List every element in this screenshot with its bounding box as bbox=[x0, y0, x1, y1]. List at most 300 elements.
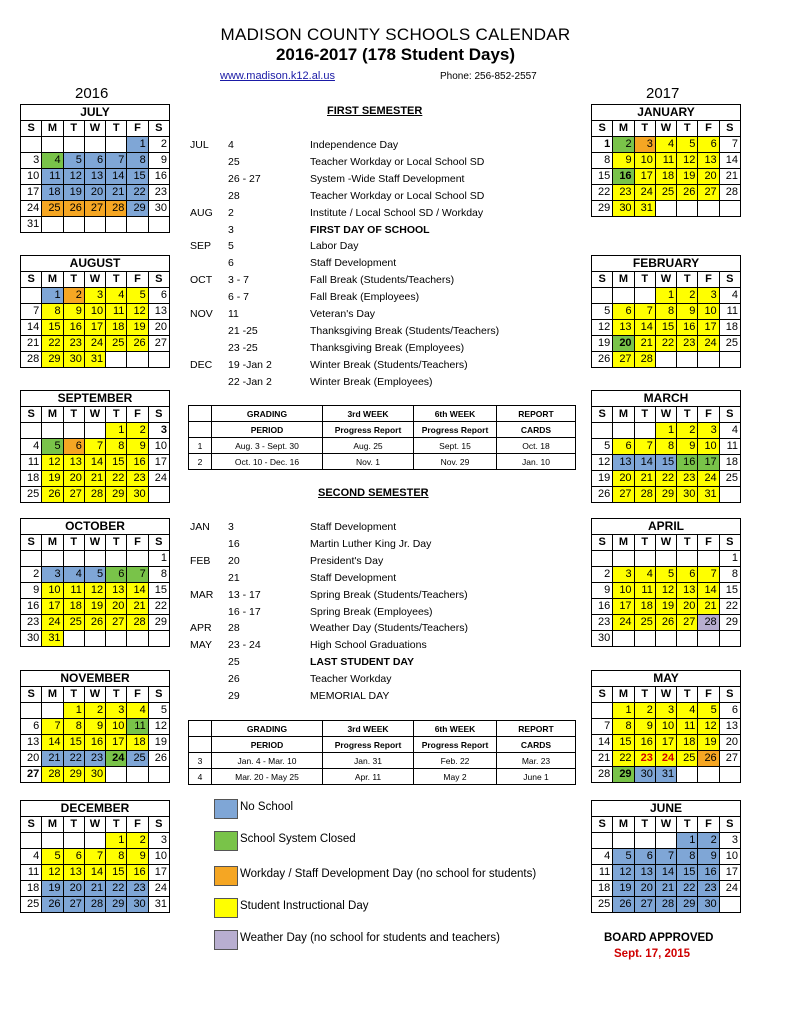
day-cell: 17 bbox=[698, 320, 719, 336]
day-cell: 21 bbox=[634, 336, 655, 352]
day-cell: 21 bbox=[698, 599, 719, 615]
day-cell bbox=[677, 631, 698, 647]
day-cell: 17 bbox=[148, 455, 169, 471]
month-june bbox=[591, 800, 741, 913]
day-cell bbox=[21, 551, 42, 567]
event-description: Labor Day bbox=[310, 240, 359, 253]
day-cell: 2 bbox=[63, 288, 84, 304]
day-cell bbox=[42, 217, 63, 233]
day-cell: 20 bbox=[21, 751, 42, 767]
day-cell bbox=[613, 423, 634, 439]
weekday-header: T bbox=[63, 407, 84, 423]
day-cell: 25 bbox=[127, 751, 148, 767]
calendar-title: MADISON COUNTY SCHOOLS CALENDAR bbox=[220, 25, 571, 44]
weekday-header: S bbox=[719, 817, 740, 833]
day-cell: 26 bbox=[592, 487, 613, 503]
day-cell: 15 bbox=[613, 735, 634, 751]
day-cell: 26 bbox=[655, 615, 676, 631]
day-cell bbox=[148, 767, 169, 783]
day-cell: 11 bbox=[127, 719, 148, 735]
day-cell: 4 bbox=[634, 567, 655, 583]
event-date: 26 - 27 bbox=[228, 172, 261, 185]
weekday-header: W bbox=[655, 407, 676, 423]
weekday-header: S bbox=[148, 121, 169, 137]
day-cell: 27 bbox=[63, 897, 84, 913]
day-cell: 29 bbox=[106, 897, 127, 913]
day-cell: 14 bbox=[634, 320, 655, 336]
day-cell: 23 bbox=[677, 471, 698, 487]
event-date: 29 bbox=[228, 690, 240, 702]
day-cell: 21 bbox=[106, 185, 127, 201]
day-cell: 16 bbox=[148, 169, 169, 185]
day-cell: 16 bbox=[84, 735, 105, 751]
day-cell bbox=[148, 217, 169, 233]
day-cell bbox=[677, 551, 698, 567]
day-cell: 23 bbox=[63, 336, 84, 352]
day-cell: 7 bbox=[634, 439, 655, 455]
day-cell bbox=[719, 352, 740, 368]
day-cell bbox=[127, 631, 148, 647]
event-date: 19 -Jan 2 bbox=[228, 358, 272, 371]
day-cell: 9 bbox=[63, 304, 84, 320]
day-cell bbox=[719, 897, 740, 913]
day-cell: 31 bbox=[655, 767, 676, 783]
day-cell: 16 bbox=[677, 320, 698, 336]
day-cell bbox=[63, 551, 84, 567]
day-cell: 14 bbox=[127, 583, 148, 599]
weekday-header: S bbox=[719, 535, 740, 551]
day-cell: 3 bbox=[655, 703, 676, 719]
legend-label: School System Closed bbox=[240, 833, 356, 845]
weekday-header: M bbox=[613, 687, 634, 703]
day-cell: 19 bbox=[592, 336, 613, 352]
day-cell: 25 bbox=[677, 751, 698, 767]
day-cell: 23 bbox=[84, 751, 105, 767]
day-cell: 15 bbox=[106, 865, 127, 881]
grading-header: PERIOD bbox=[212, 422, 323, 438]
day-cell: 1 bbox=[106, 833, 127, 849]
day-cell: 31 bbox=[698, 487, 719, 503]
event-month: NOV bbox=[190, 308, 213, 320]
day-cell: 26 bbox=[613, 897, 634, 913]
month-name: OCTOBER bbox=[21, 519, 170, 535]
day-cell bbox=[634, 423, 655, 439]
weekday-header: F bbox=[698, 121, 719, 137]
day-cell: 9 bbox=[677, 439, 698, 455]
day-cell: 17 bbox=[634, 169, 655, 185]
weekday-header: S bbox=[21, 121, 42, 137]
day-cell: 30 bbox=[634, 767, 655, 783]
grading-header: 3rd WEEK bbox=[323, 406, 414, 422]
day-cell: 26 bbox=[677, 185, 698, 201]
weekday-header: F bbox=[698, 687, 719, 703]
day-cell: 16 bbox=[127, 455, 148, 471]
day-cell: 16 bbox=[634, 735, 655, 751]
event-month: OCT bbox=[190, 274, 213, 287]
weekday-header: F bbox=[698, 272, 719, 288]
day-cell: 6 bbox=[84, 153, 105, 169]
weekday-header: W bbox=[84, 687, 105, 703]
day-cell: 12 bbox=[63, 169, 84, 185]
month-name: DECEMBER bbox=[21, 801, 170, 817]
day-cell: 14 bbox=[21, 320, 42, 336]
day-cell: 8 bbox=[655, 439, 676, 455]
day-cell: 4 bbox=[63, 567, 84, 583]
event-description: Martin Luther King Jr. Day bbox=[310, 537, 432, 550]
day-cell: 25 bbox=[719, 471, 740, 487]
weekday-header: M bbox=[613, 121, 634, 137]
day-cell bbox=[42, 833, 63, 849]
day-cell bbox=[719, 767, 740, 783]
day-cell: 24 bbox=[42, 615, 63, 631]
day-cell: 16 bbox=[698, 865, 719, 881]
grading-cell: Jan. 10 bbox=[497, 454, 576, 470]
day-cell bbox=[698, 201, 719, 217]
day-cell: 25 bbox=[21, 897, 42, 913]
day-cell: 23 bbox=[698, 881, 719, 897]
day-cell: 5 bbox=[655, 567, 676, 583]
day-cell bbox=[655, 833, 676, 849]
day-cell: 28 bbox=[21, 352, 42, 368]
day-cell: 14 bbox=[84, 865, 105, 881]
grading-header bbox=[189, 721, 212, 737]
day-cell: 28 bbox=[634, 352, 655, 368]
event-date: 13 - 17 bbox=[228, 588, 261, 601]
day-cell: 8 bbox=[148, 567, 169, 583]
weekday-header: T bbox=[634, 687, 655, 703]
day-cell: 9 bbox=[127, 849, 148, 865]
day-cell: 31 bbox=[148, 897, 169, 913]
weekday-header: W bbox=[84, 535, 105, 551]
day-cell: 7 bbox=[127, 567, 148, 583]
event-date: 6 bbox=[228, 257, 234, 270]
event-description: President's Day bbox=[310, 554, 384, 567]
day-cell: 11 bbox=[634, 583, 655, 599]
day-cell: 11 bbox=[42, 169, 63, 185]
day-cell: 27 bbox=[634, 897, 655, 913]
day-cell: 8 bbox=[719, 567, 740, 583]
weekday-header: F bbox=[127, 687, 148, 703]
day-cell: 4 bbox=[21, 849, 42, 865]
event-month: AUG bbox=[190, 206, 213, 219]
day-cell: 10 bbox=[148, 849, 169, 865]
day-cell: 24 bbox=[148, 471, 169, 487]
day-cell: 22 bbox=[63, 751, 84, 767]
grading-cell: Mar. 20 - May 25 bbox=[212, 769, 323, 785]
day-cell: 27 bbox=[613, 487, 634, 503]
event-date: 21 bbox=[228, 571, 240, 584]
legend-label: No School bbox=[240, 801, 294, 813]
day-cell: 3 bbox=[719, 833, 740, 849]
event-description: Staff Development bbox=[310, 257, 397, 270]
weekday-header: W bbox=[655, 272, 676, 288]
day-cell: 2 bbox=[84, 703, 105, 719]
board-approved: BOARD APPROVED bbox=[604, 932, 714, 944]
event-description: Spring Break (Students/Teachers) bbox=[310, 588, 468, 601]
weekday-header: S bbox=[592, 121, 613, 137]
day-cell bbox=[127, 352, 148, 368]
day-cell: 5 bbox=[63, 153, 84, 169]
weekday-header: M bbox=[42, 407, 63, 423]
event-month: FEB bbox=[190, 554, 211, 567]
weekday-header: T bbox=[677, 407, 698, 423]
day-cell: 7 bbox=[655, 849, 676, 865]
day-cell: 8 bbox=[677, 849, 698, 865]
day-cell: 21 bbox=[592, 751, 613, 767]
day-cell: 21 bbox=[84, 881, 105, 897]
event-date: 23 -25 bbox=[228, 341, 258, 354]
day-cell: 11 bbox=[21, 455, 42, 471]
day-cell: 23 bbox=[148, 185, 169, 201]
day-cell: 22 bbox=[719, 599, 740, 615]
weekday-header: S bbox=[148, 535, 169, 551]
event-description: Independence Day bbox=[310, 139, 399, 151]
day-cell: 30 bbox=[127, 897, 148, 913]
day-cell: 19 bbox=[63, 185, 84, 201]
day-cell: 3 bbox=[42, 567, 63, 583]
event-date: 20 bbox=[228, 554, 240, 567]
day-cell: 26 bbox=[42, 487, 63, 503]
weekday-header: F bbox=[127, 407, 148, 423]
year-2016: 2016 bbox=[75, 85, 109, 102]
weekday-header: S bbox=[719, 407, 740, 423]
day-cell bbox=[634, 833, 655, 849]
grading-header: Progress Report bbox=[414, 737, 497, 753]
month-name: MARCH bbox=[592, 391, 741, 407]
month-february bbox=[591, 255, 741, 368]
day-cell: 17 bbox=[613, 599, 634, 615]
event-description: Thanksgiving Break (Students/Teachers) bbox=[310, 324, 500, 337]
grading-cell: Jan. 4 - Mar. 10 bbox=[212, 753, 323, 769]
weekday-header: T bbox=[106, 535, 127, 551]
grading-header: GRADING bbox=[212, 406, 323, 422]
day-cell: 17 bbox=[84, 320, 105, 336]
day-cell: 8 bbox=[127, 153, 148, 169]
weekday-header: F bbox=[127, 817, 148, 833]
weekday-header: S bbox=[148, 687, 169, 703]
day-cell: 2 bbox=[677, 288, 698, 304]
day-cell: 9 bbox=[21, 583, 42, 599]
day-cell: 29 bbox=[655, 487, 676, 503]
day-cell: 24 bbox=[613, 615, 634, 631]
day-cell: 8 bbox=[63, 719, 84, 735]
day-cell: 2 bbox=[127, 833, 148, 849]
day-cell bbox=[106, 631, 127, 647]
weekday-header: W bbox=[84, 121, 105, 137]
day-cell: 11 bbox=[63, 583, 84, 599]
day-cell: 14 bbox=[42, 735, 63, 751]
day-cell bbox=[127, 767, 148, 783]
weekday-header: S bbox=[592, 687, 613, 703]
day-cell: 1 bbox=[63, 703, 84, 719]
day-cell: 7 bbox=[698, 567, 719, 583]
day-cell: 12 bbox=[84, 583, 105, 599]
day-cell: 11 bbox=[106, 304, 127, 320]
day-cell: 6 bbox=[106, 567, 127, 583]
weekday-header: M bbox=[42, 687, 63, 703]
weekday-header: M bbox=[42, 817, 63, 833]
day-cell: 28 bbox=[592, 767, 613, 783]
day-cell: 1 bbox=[592, 137, 613, 153]
day-cell: 3 bbox=[106, 703, 127, 719]
day-cell: 29 bbox=[719, 615, 740, 631]
day-cell: 30 bbox=[698, 897, 719, 913]
day-cell: 10 bbox=[42, 583, 63, 599]
weekday-header: M bbox=[613, 535, 634, 551]
day-cell: 20 bbox=[719, 735, 740, 751]
day-cell: 22 bbox=[42, 336, 63, 352]
weekday-header: T bbox=[63, 687, 84, 703]
day-cell: 2 bbox=[127, 423, 148, 439]
day-cell: 29 bbox=[592, 201, 613, 217]
month-may bbox=[591, 670, 741, 783]
day-cell bbox=[63, 423, 84, 439]
day-cell bbox=[84, 631, 105, 647]
weekday-header: T bbox=[106, 407, 127, 423]
day-cell: 17 bbox=[655, 735, 676, 751]
grading-table-second bbox=[188, 720, 576, 785]
month-name: FEBRUARY bbox=[592, 256, 741, 272]
month-march bbox=[591, 390, 741, 503]
day-cell: 16 bbox=[63, 320, 84, 336]
legend-swatch bbox=[214, 799, 238, 819]
event-month: MAR bbox=[190, 588, 214, 601]
month-july bbox=[20, 104, 170, 233]
day-cell: 28 bbox=[127, 615, 148, 631]
weekday-header: S bbox=[719, 121, 740, 137]
day-cell: 14 bbox=[634, 455, 655, 471]
day-cell bbox=[719, 201, 740, 217]
month-name: AUGUST bbox=[21, 256, 170, 272]
day-cell: 16 bbox=[21, 599, 42, 615]
grading-cell: Nov. 1 bbox=[323, 454, 414, 470]
day-cell: 20 bbox=[148, 320, 169, 336]
month-december bbox=[20, 800, 170, 913]
day-cell bbox=[655, 201, 676, 217]
day-cell: 27 bbox=[21, 767, 42, 783]
day-cell: 22 bbox=[655, 336, 676, 352]
day-cell: 2 bbox=[21, 567, 42, 583]
weekday-header: T bbox=[634, 407, 655, 423]
day-cell bbox=[42, 137, 63, 153]
month-name: JANUARY bbox=[592, 105, 741, 121]
event-date: 3 bbox=[228, 223, 234, 236]
day-cell: 3 bbox=[148, 833, 169, 849]
day-cell: 24 bbox=[106, 751, 127, 767]
website-link[interactable]: www.madison.k12.al.us bbox=[220, 70, 335, 82]
weekday-header: T bbox=[106, 121, 127, 137]
day-cell: 9 bbox=[634, 719, 655, 735]
weekday-header: S bbox=[21, 272, 42, 288]
weekday-header: S bbox=[148, 407, 169, 423]
day-cell: 19 bbox=[655, 599, 676, 615]
legend-swatch bbox=[214, 898, 238, 918]
day-cell: 6 bbox=[63, 439, 84, 455]
day-cell: 17 bbox=[42, 599, 63, 615]
calendar-subtitle: 2016-2017 (178 Student Days) bbox=[275, 45, 516, 64]
weekday-header: W bbox=[84, 272, 105, 288]
day-cell: 12 bbox=[655, 583, 676, 599]
weekday-header: T bbox=[634, 121, 655, 137]
day-cell: 5 bbox=[613, 849, 634, 865]
day-cell bbox=[148, 352, 169, 368]
grading-header: GRADING bbox=[212, 721, 323, 737]
weekday-header: F bbox=[698, 535, 719, 551]
day-cell: 14 bbox=[719, 153, 740, 169]
event-date: 5 bbox=[228, 240, 234, 253]
day-cell: 20 bbox=[698, 169, 719, 185]
day-cell: 2 bbox=[677, 423, 698, 439]
day-cell: 11 bbox=[655, 153, 676, 169]
weekday-header: S bbox=[21, 535, 42, 551]
day-cell: 23 bbox=[127, 881, 148, 897]
day-cell: 5 bbox=[84, 567, 105, 583]
grading-header bbox=[189, 422, 212, 438]
year-2017: 2017 bbox=[646, 85, 680, 102]
day-cell bbox=[84, 217, 105, 233]
day-cell: 22 bbox=[148, 599, 169, 615]
day-cell: 26 bbox=[127, 336, 148, 352]
day-cell: 19 bbox=[677, 169, 698, 185]
day-cell: 24 bbox=[698, 336, 719, 352]
day-cell bbox=[106, 551, 127, 567]
day-cell: 16 bbox=[127, 865, 148, 881]
day-cell: 20 bbox=[613, 336, 634, 352]
day-cell bbox=[655, 631, 676, 647]
day-cell bbox=[613, 631, 634, 647]
grading-cell: Mar. 23 bbox=[497, 753, 576, 769]
day-cell: 3 bbox=[698, 423, 719, 439]
day-cell: 10 bbox=[698, 304, 719, 320]
day-cell: 13 bbox=[698, 153, 719, 169]
day-cell bbox=[148, 631, 169, 647]
grading-table-first bbox=[188, 405, 576, 470]
day-cell: 12 bbox=[698, 719, 719, 735]
day-cell: 13 bbox=[63, 455, 84, 471]
day-cell bbox=[592, 833, 613, 849]
day-cell: 18 bbox=[21, 471, 42, 487]
day-cell: 27 bbox=[698, 185, 719, 201]
event-date: 26 bbox=[228, 673, 240, 686]
event-date: 16 - 17 bbox=[228, 605, 261, 618]
day-cell: 19 bbox=[148, 735, 169, 751]
event-description: Winter Break (Employees) bbox=[310, 375, 433, 388]
day-cell bbox=[634, 288, 655, 304]
weekday-header: W bbox=[655, 687, 676, 703]
day-cell: 30 bbox=[613, 201, 634, 217]
day-cell: 22 bbox=[592, 185, 613, 201]
second-semester-heading: SECOND SEMESTER bbox=[318, 487, 429, 499]
day-cell bbox=[84, 833, 105, 849]
day-cell: 26 bbox=[42, 897, 63, 913]
day-cell: 26 bbox=[698, 751, 719, 767]
grading-header: 6th WEEK bbox=[414, 721, 497, 737]
month-october bbox=[20, 518, 170, 647]
day-cell: 24 bbox=[655, 751, 676, 767]
day-cell bbox=[719, 487, 740, 503]
day-cell: 4 bbox=[719, 288, 740, 304]
day-cell: 30 bbox=[127, 487, 148, 503]
day-cell: 21 bbox=[21, 336, 42, 352]
day-cell: 6 bbox=[63, 849, 84, 865]
event-date: 2 bbox=[228, 206, 234, 219]
event-date: 4 bbox=[228, 139, 234, 151]
day-cell: 17 bbox=[698, 455, 719, 471]
day-cell bbox=[592, 288, 613, 304]
day-cell: 24 bbox=[148, 881, 169, 897]
month-november bbox=[20, 670, 170, 783]
grading-header: Progress Report bbox=[414, 422, 497, 438]
